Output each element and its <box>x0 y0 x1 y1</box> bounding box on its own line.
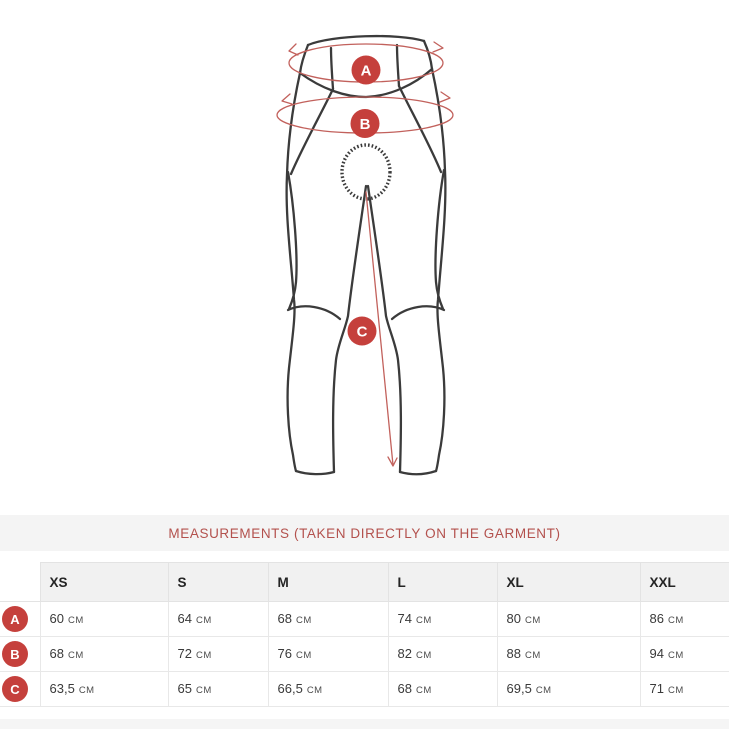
section-title-text: MEASUREMENTS (TAKEN DIRECTLY ON THE GARMENT) <box>168 525 561 541</box>
measurement-cell: 65 CM <box>168 672 268 707</box>
footer-divider-bar <box>0 719 729 729</box>
row-badge-c: C <box>2 676 28 702</box>
measurement-cell: 74 CM <box>388 602 497 637</box>
measurement-cell: 86 CM <box>640 602 729 637</box>
table-row-a <box>0 602 729 637</box>
col-header-m: M <box>268 563 388 602</box>
measurement-cell: 63,5 CM <box>40 672 168 707</box>
measurement-cell: 68 CM <box>388 672 497 707</box>
marker-b-label: B <box>359 116 371 133</box>
measurement-cell: 68 CM <box>268 602 388 637</box>
measurement-cell: 76 CM <box>268 637 388 672</box>
hip-arrow-left-icon <box>282 94 292 104</box>
col-header-xxl: XXL <box>640 563 729 602</box>
measurement-cell: 94 CM <box>640 637 729 672</box>
col-header-xl: XL <box>497 563 640 602</box>
marker-a-label: A <box>360 62 372 80</box>
measurement-cell: 60 CM <box>40 602 168 637</box>
measurement-cell: 66,5 CM <box>268 672 388 707</box>
table-row-b <box>0 637 729 672</box>
row-badge-b: B <box>2 641 28 667</box>
col-header-s: S <box>168 563 268 602</box>
measurements-table-scroll[interactable] <box>0 562 729 707</box>
marker-c-label: C <box>356 323 368 341</box>
measurement-cell: 72 CM <box>168 637 268 672</box>
row-badge-a: A <box>2 606 28 632</box>
measurement-cell: 88 CM <box>497 637 640 672</box>
measurements-table <box>0 562 729 707</box>
measurements-section-title <box>0 515 729 551</box>
col-header-l: L <box>388 563 497 602</box>
hip-arrow-right-icon <box>440 92 450 102</box>
waist-arrow-right-icon <box>433 42 443 52</box>
measurement-cell: 64 CM <box>168 602 268 637</box>
measurement-cell: 71 CM <box>640 672 729 707</box>
corner-spacer <box>0 563 40 602</box>
header-row <box>0 563 729 602</box>
measure-lines <box>277 42 453 466</box>
measurement-cell: 82 CM <box>388 637 497 672</box>
measurement-cell: 69,5 CM <box>497 672 640 707</box>
measurement-cell: 68 CM <box>40 637 168 672</box>
table-row-c <box>0 672 729 707</box>
waist-arrow-left-icon <box>289 44 298 55</box>
col-header-xs: XS <box>40 563 168 602</box>
measurement-cell: 80 CM <box>497 602 640 637</box>
